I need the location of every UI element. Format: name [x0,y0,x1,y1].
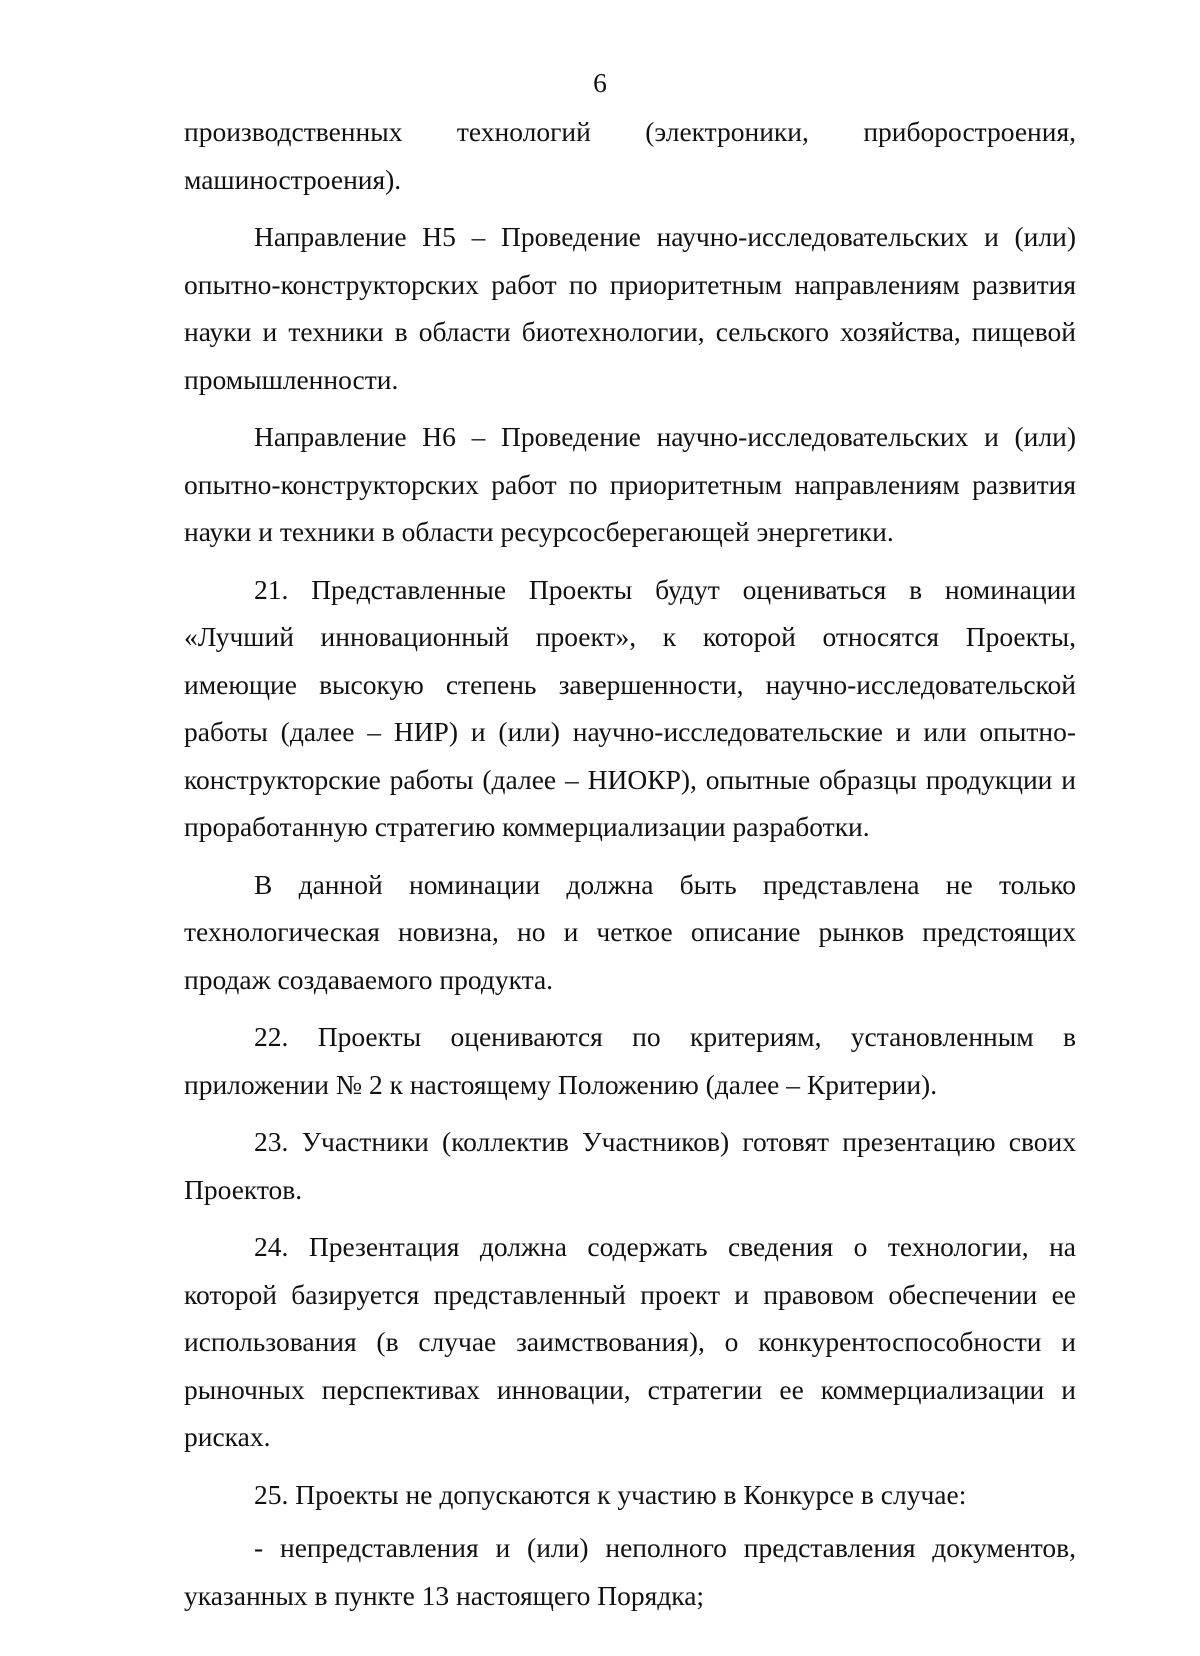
paragraph-continuation: производственных технологий (электроники, приборостроения, машиностроения). [184,116,1076,195]
paragraph-clause-23: 23. Участники (коллектив Участников) готовят презентацию своих Проектов. [184,1126,1076,1205]
paragraph-clause-25-item: - непредставления и (или) неполного представления документов, указанных в пункте 13 настоящего Порядка; [184,1532,1076,1611]
page-number: 6 [593,67,607,98]
paragraph-clause-24: 24. Презентация должна содержать сведения о технологии, на которой базируется представленный проект и правовом обеспечении ее использования (в случае заимствования), о конкурентоспособности и рыночных перспективах инновации, стратегии ее коммерциализации и рисках. [184,1231,1076,1452]
paragraph-direction-h6: Направление Н6 – Проведение научно-исследовательских и (или) опытно-конструкторских работ по приоритетным направлениям развития науки и техники в области ресурсосберегающей энергетики. [184,421,1076,547]
paragraph-clause-21: 21. Представленные Проекты будут оцениваться в номинации «Лучший инновационный проект», к которой относятся Проекты, имеющие высокую степень завершенности, научно-исследовательской работы (далее – НИР) и (или) научно-исследовательские и или опытно-конструкторские работы (далее – НИОКР), опытные образцы продукции и проработанную стратегию коммерциализации разработки. [184,573,1076,842]
document-body [184,108,1076,1619]
paragraph-direction-h5: Направление Н5 – Проведение научно-исследовательских и (или) опытно-конструкторских работ по приоритетным направлениям развития науки и техники в области биотехнологии, сельского хозяйства, пищевой промышленности. [184,221,1076,395]
paragraph-nomination-description: В данной номинации должна быть представлена не только технологическая новизна, но и четкое описание рынков предстоящих продаж создаваемого продукта. [184,868,1076,995]
paragraph-clause-25: 25. Проекты не допускаются к участию в Конкурсе в случае: [254,1478,967,1510]
paragraph-clause-22: 22. Проекты оцениваются по критериям, установленным в приложении № 2 к настоящему Положению (далее – Критерии). [184,1021,1076,1100]
